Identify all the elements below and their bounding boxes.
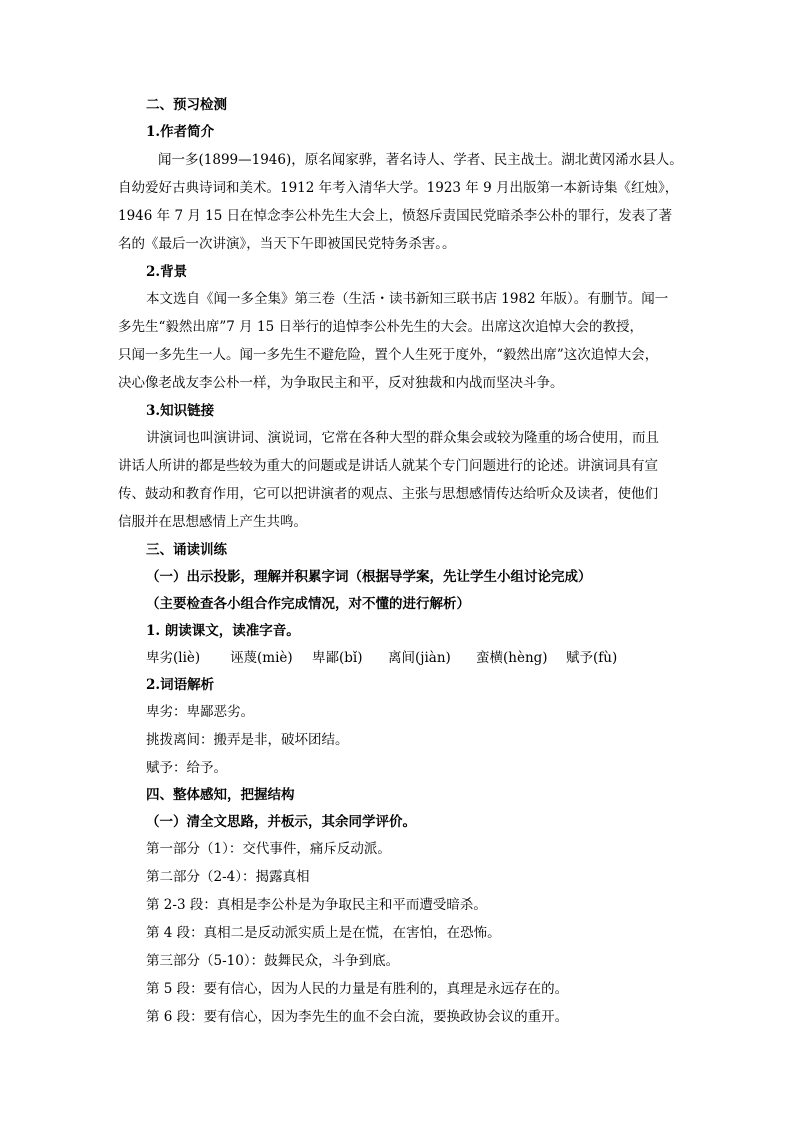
structure-item: 第一部分（1）：交代事件，痛斥反动派。 (146, 841, 391, 857)
pinyin-item: 离间(jiàn) (388, 650, 451, 666)
background-line-1: 本文选自《闻一多全集》第三卷（生活・读书新知三联书店 1982 年版）。有删节。闻一 (146, 291, 669, 307)
structure-item: 第 2-3 段：真相是李公朴是为争取民主和平而遭受暗杀。 (146, 897, 487, 913)
knowledge-heading: 3.知识链接 (146, 403, 215, 419)
knowledge-line-4: 信服并在思想感情上产生共鸣。 (118, 514, 307, 530)
section-4-subheading: （一）清全文思路，并板示，其余同学评价。 (146, 814, 416, 830)
background-line-3: 只闻一多先生一人。闻一多先生不避危险，置个人生死于度外，“毅然出席”这次追悼大会， (118, 347, 659, 363)
vocab-heading: 2.词语解析 (146, 677, 215, 693)
structure-item: 第 6 段：要有信心，因为李先生的血不会白流，要换政协会议的重开。 (146, 1009, 569, 1025)
pinyin-item: 赋予(fù) (566, 650, 618, 666)
pinyin-item: 蛮横(hèng) (476, 650, 548, 666)
vocab-item: 卑劣：卑鄙恶劣。 (146, 704, 254, 720)
structure-item: 第 5 段：要有信心，因为人民的力量是有胜利的，真理是永远存在的。 (146, 981, 569, 997)
section-3-heading: 三、诵读训练 (146, 542, 227, 558)
vocab-item: 挑拨离间：搬弄是非，破坏团结。 (146, 732, 349, 748)
section-4-heading: 四、整体感知，把握结构 (146, 787, 295, 803)
section-2-heading: 二、预习检测 (146, 97, 227, 113)
author-line-2: 自幼爱好古典诗词和美术。1912 年考入清华大学。1923 年 9 月出版第一本新诗集《红烛》， (118, 180, 679, 196)
pinyin-item: 卑鄙(bǐ) (312, 650, 363, 666)
structure-item: 第三部分（5-10）：鼓舞民众，斗争到底。 (146, 953, 400, 969)
vocab-item: 赋予：给予。 (146, 760, 227, 776)
knowledge-line-1: 讲演词也叫演讲词、演说词，它常在各种大型的群众集会或较为隆重的场合使用，而且 (146, 430, 659, 446)
background-line-4: 决心像老战友李公朴一样，为争取民主和平，反对独裁和内战而坚决斗争。 (118, 375, 564, 391)
author-intro-heading: 1.作者简介 (146, 124, 215, 140)
structure-item: 第 4 段：真相二是反动派实质上是在慌，在害怕，在恐怖。 (146, 925, 501, 941)
structure-item: 第二部分（2-4）：揭露真相 (146, 869, 310, 885)
section-3-subheading-1: （一）出示投影，理解并积累字词（根据导学案，先让学生小组讨论完成） (146, 569, 592, 585)
background-heading: 2.背景 (146, 264, 188, 280)
pinyin-item: 诬蔑(miè) (230, 650, 293, 666)
knowledge-line-2: 讲话人所讲的都是些较为重大的问题或是讲话人就某个专门问题进行的论述。讲演词具有宣 (118, 458, 658, 474)
background-line-2: 多先生“毅然出席”7 月 15 日举行的追悼李公朴先生的大会。出席这次追悼大会的教授， (118, 319, 643, 335)
reading-heading: 1. 朗读课文，读准字音。 (146, 623, 300, 639)
author-line-3: 1946 年 7 月 15 日在悼念李公朴先生大会上，愤怒斥责国民党暗杀李公朴的罪行，发表了著 (118, 208, 673, 224)
pinyin-item: 卑劣(liè) (146, 650, 201, 666)
knowledge-line-3: 传、鼓动和教育作用，它可以把讲演者的观点、主张与思想感情传达给听众及读者，使他们 (118, 486, 658, 502)
author-line-1: 闻一多(1899—1946)，原名闻家骅，著名诗人、学者、民主战士。湖北黄冈浠水县人。 (158, 152, 683, 168)
author-line-4: 名的《最后一次讲演》，当天下午即被国民党特务杀害。。 (118, 236, 456, 252)
section-3-subheading-2: （主要检查各小组合作完成情况，对不懂的进行解析） (146, 596, 470, 612)
